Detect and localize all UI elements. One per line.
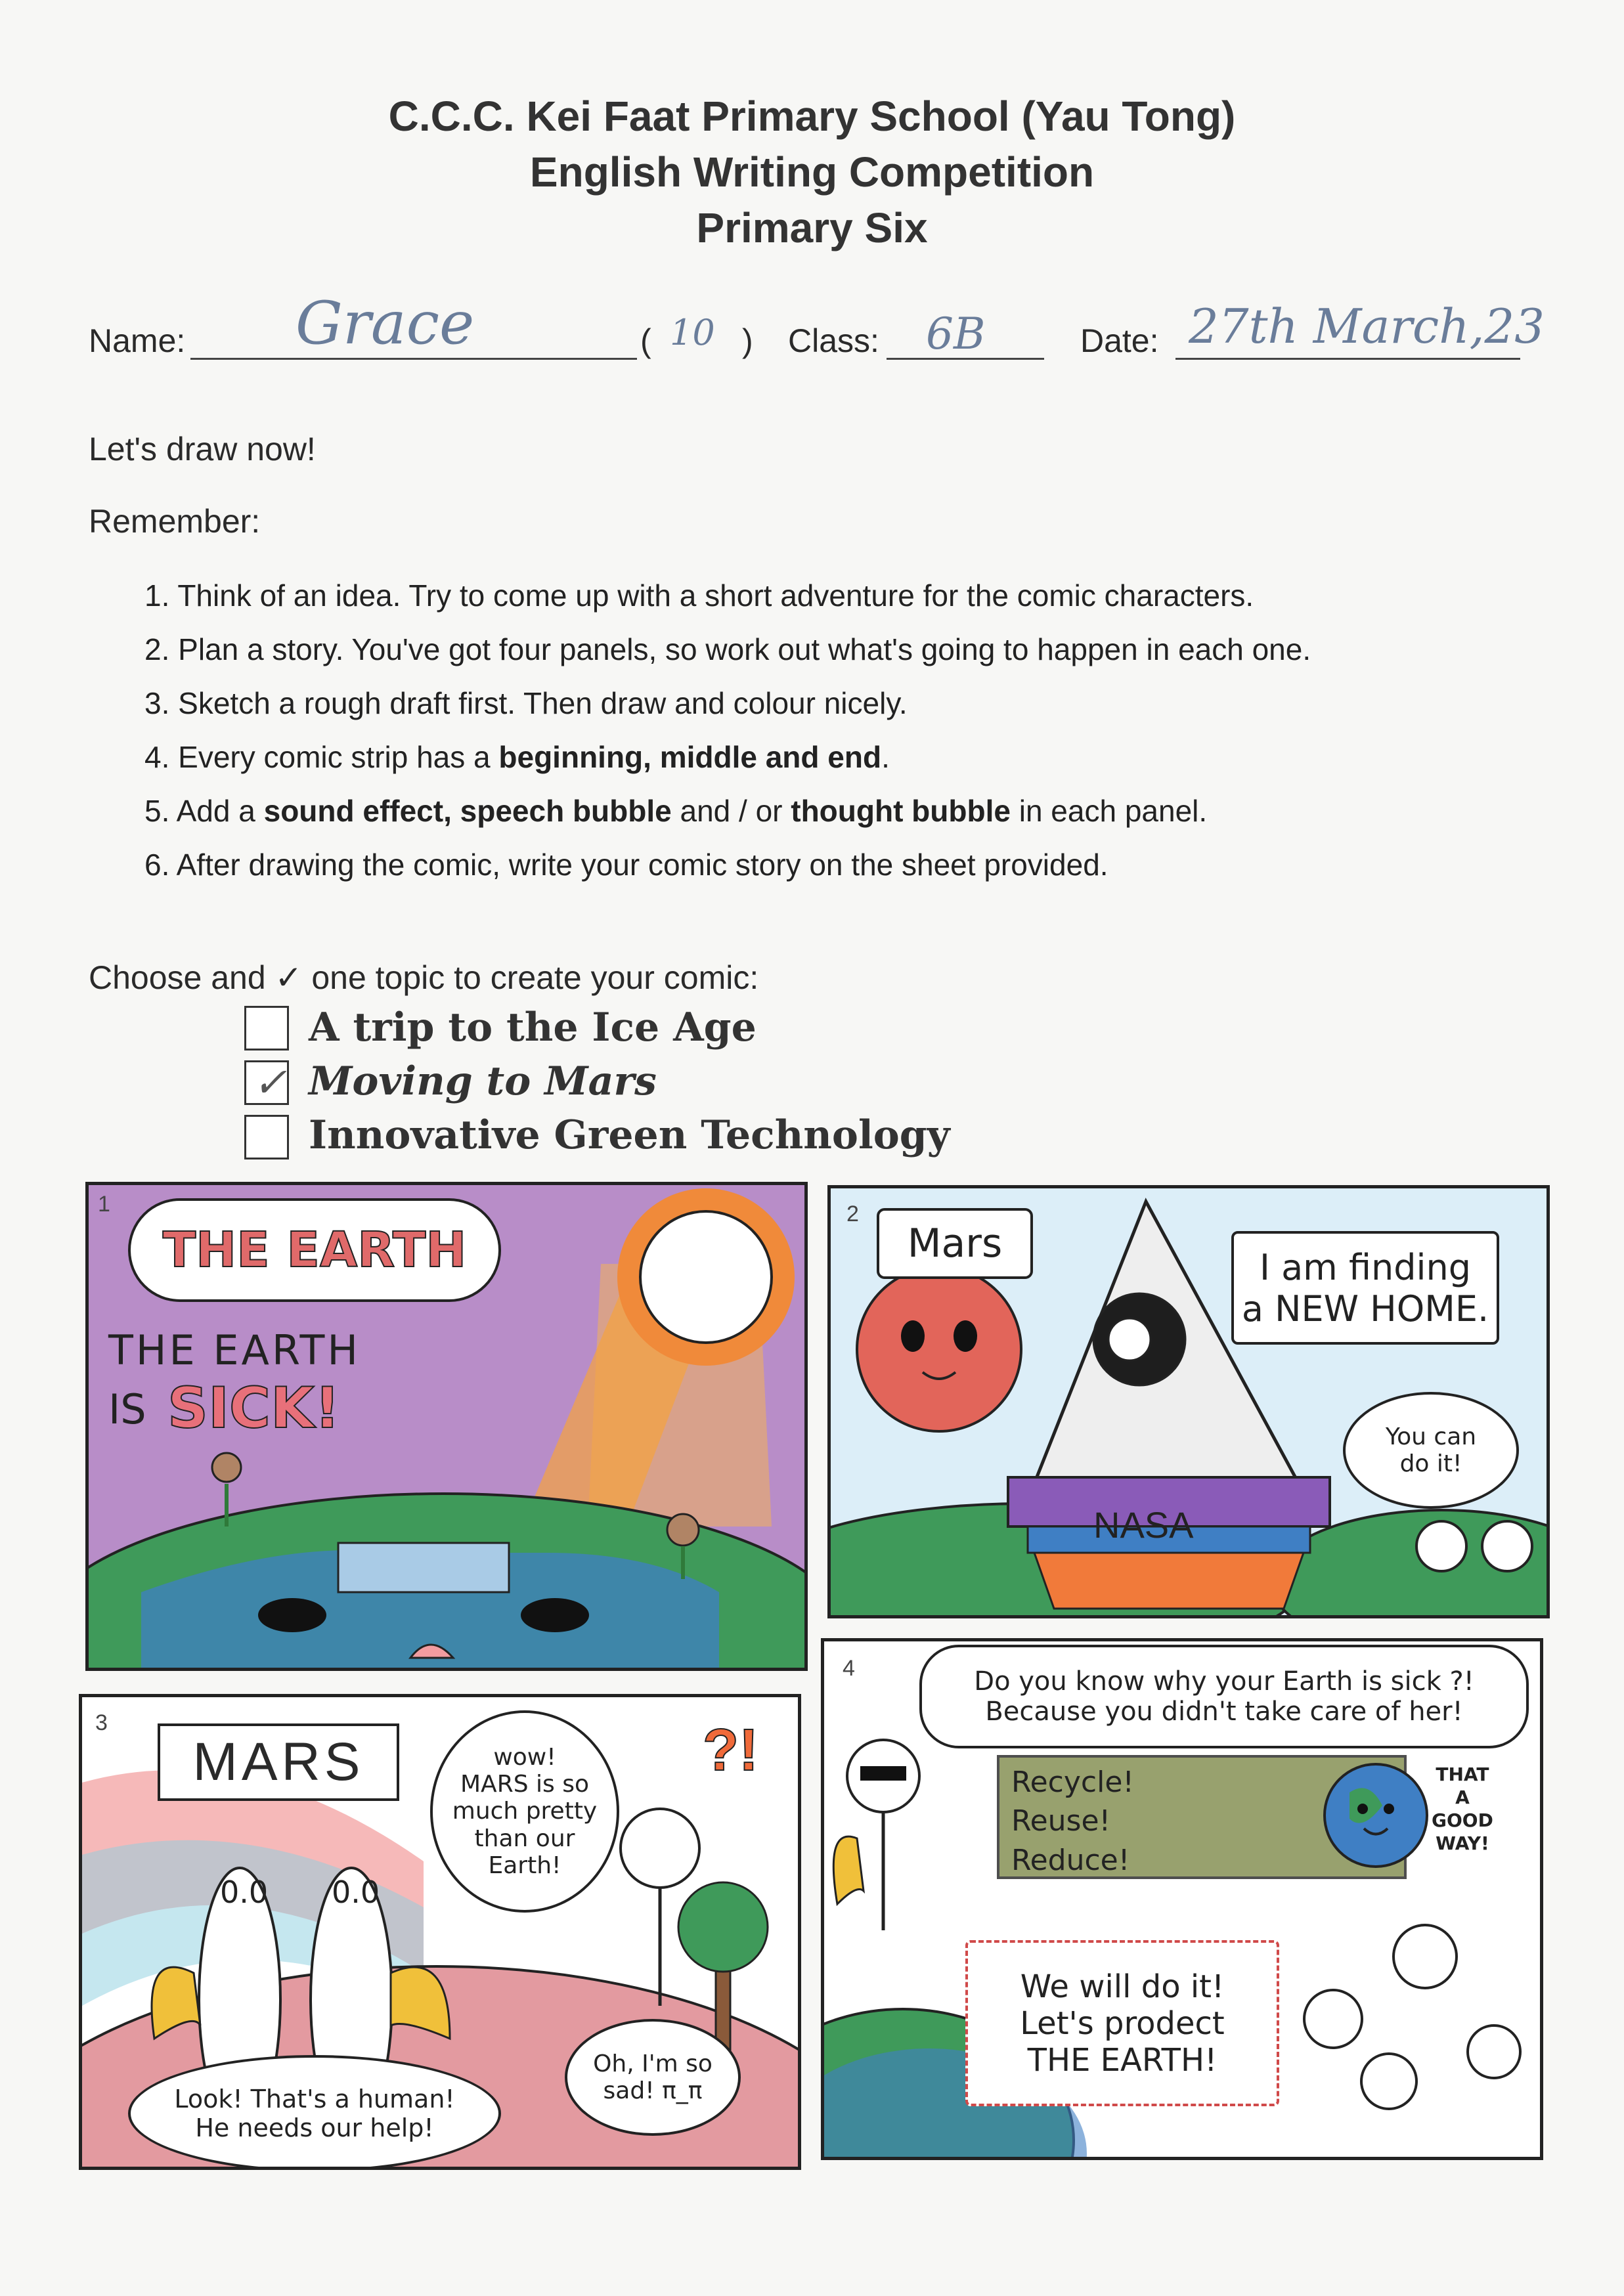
checkbox-mars[interactable] <box>244 1060 289 1105</box>
alien-face-left: 0.0 <box>220 1874 269 1910</box>
topic-green-tech: Innovative Green Technology <box>309 1112 950 1158</box>
date-label: Date: <box>1080 322 1159 359</box>
board-text: Recycle! Reuse! Reduce! <box>1011 1765 1135 1877</box>
speech-bubble: Do you know why your Earth is sick ?! Because you didn't take care of her! <box>919 1645 1529 1748</box>
level-title: Primary Six <box>696 204 928 251</box>
title-bubble: THE EARTH <box>128 1198 501 1302</box>
topic-mars: Moving to Mars <box>309 1058 657 1104</box>
panel-number: 1 <box>98 1192 110 1217</box>
mars-eye-left-icon <box>901 1320 925 1352</box>
class-label: Class: <box>788 322 879 359</box>
happy-earth-icon <box>1325 1764 1427 1867</box>
mars-eye-right-icon <box>954 1320 977 1352</box>
earth-eye-right-icon <box>521 1598 589 1632</box>
intro-line: Let's draw now! <box>89 431 316 467</box>
mars-planet-icon <box>857 1267 1021 1431</box>
speech-bubble: I am finding a NEW HOME. <box>1231 1231 1499 1345</box>
topic-ice-age: A trip to the Ice Age <box>309 1005 757 1051</box>
rocket-flame <box>1034 1553 1304 1609</box>
name-label: Name: <box>89 322 186 359</box>
alien-face-right: 0.0 <box>332 1874 380 1910</box>
comic-panel-1 <box>85 1182 808 1671</box>
instruction-5: 5. Add a sound effect, speech bubble and / or thought bubble in each panel. <box>144 794 1208 828</box>
kid-icon <box>1468 2025 1520 2078</box>
sound-effect: ?! <box>703 1718 758 1783</box>
number-open: ( <box>640 322 651 359</box>
competition-title: English Writing Competition <box>529 148 1095 196</box>
remember-line: Remember: <box>89 503 261 540</box>
instruction-6: 6. After drawing the comic, write your comic story on the sheet provided. <box>144 848 1108 882</box>
earth-caption: THAT A GOOD WAY! <box>1432 1764 1493 1854</box>
caption-is: IS <box>108 1385 146 1433</box>
number-value: 10 <box>670 312 715 353</box>
panel-number: 2 <box>846 1202 859 1226</box>
human-icon <box>621 1809 699 1888</box>
checkbox-green-tech[interactable] <box>244 1115 289 1159</box>
melting-glacier <box>338 1543 509 1592</box>
comic-panel-2 <box>827 1185 1550 1618</box>
comic-panel-4 <box>821 1638 1543 2160</box>
check-mark-icon: ✓ <box>253 1058 287 1106</box>
number-close: ) <box>742 322 753 359</box>
mars-sign: MARS <box>158 1723 399 1801</box>
caption-the-earth: THE EARTH <box>108 1326 361 1374</box>
speech-bubble: You can do it! <box>1343 1392 1519 1509</box>
panel-number: 3 <box>95 1710 108 1735</box>
date-value: 27th March,23 <box>1189 299 1545 354</box>
instruction-2: 2. Plan a story. You've got four panels, so work out what's going to happen in each one. <box>144 632 1311 666</box>
comic-panel-3 <box>79 1694 801 2170</box>
instruction-1: 1. Think of an idea. Try to come up with a short adventure for the comic characters. <box>144 578 1254 613</box>
speech-bubble: Look! That's a human! He needs our help! <box>128 2055 501 2170</box>
earth-eye-left-icon <box>258 1598 326 1632</box>
kid-icon <box>1394 1925 1457 1988</box>
topic-prompt: Choose and ✓ one topic to create your comic: <box>89 959 759 996</box>
instruction-3: 3. Sketch a rough draft first. Then draw and colour nicely. <box>144 686 908 720</box>
flower-left-icon <box>212 1453 241 1482</box>
caption-sick: SICK! <box>167 1375 340 1441</box>
instruction-4: 4. Every comic strip has a beginning, middle and end. <box>144 740 890 774</box>
panel-number: 4 <box>843 1656 855 1681</box>
person-icon <box>1416 1521 1466 1571</box>
rocket-label: NASA <box>1093 1504 1194 1546</box>
checkbox-ice-age[interactable] <box>244 1006 289 1051</box>
sunglasses-icon <box>860 1766 906 1781</box>
class-value: 6B <box>926 309 986 359</box>
shout-bubble: We will do it! Let's prodect THE EARTH! <box>965 1940 1279 2106</box>
mars-label-bubble: Mars <box>877 1208 1033 1279</box>
school-name: C.C.C. Kei Faat Primary School (Yau Tong) <box>388 93 1236 140</box>
sun-icon <box>640 1211 772 1343</box>
kid-icon <box>1361 2054 1416 2109</box>
name-value: Grace <box>296 289 475 358</box>
speech-bubble: Oh, I'm so sad! π_π <box>565 2019 741 2136</box>
flower-right-icon <box>667 1514 699 1546</box>
kid-icon <box>1304 1990 1362 2048</box>
person-icon <box>1482 1521 1532 1571</box>
speech-bubble: wow! MARS is so much pretty than our Earth! <box>430 1710 619 1913</box>
